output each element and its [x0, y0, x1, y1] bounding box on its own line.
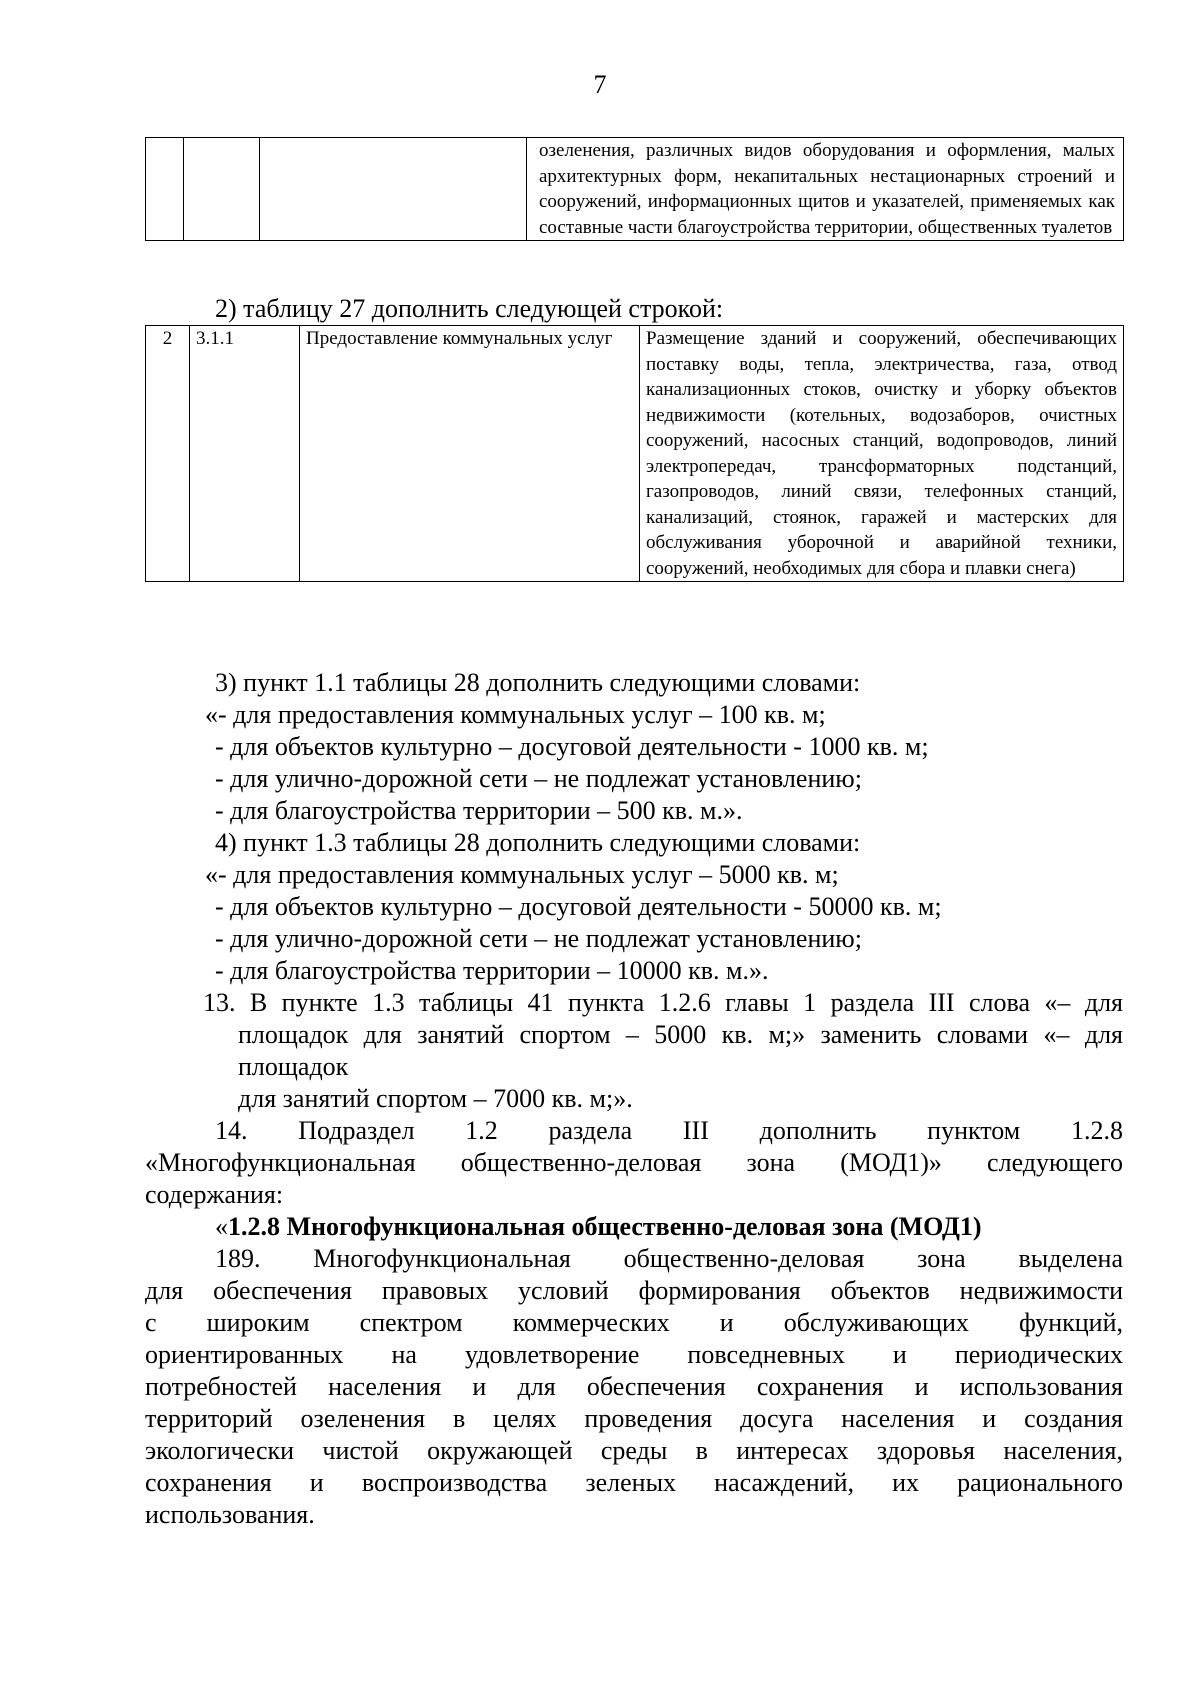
item-13-line: для занятий спортом – 7000 кв. м;». — [238, 1084, 633, 1113]
item-4-line: - для объектов культурно – досуговой деятельности - 50000 кв. м; — [215, 892, 942, 921]
item-3-line: - для благоустройства территории – 500 кв. м.». — [215, 796, 743, 825]
table-cell: Размещение зданий и сооружений, обеспечивающих поставку воды, тепла, электричества, газа, отвод канализационных стоков, очистку и уборку объектов недвижимости (котельных, водозаборов, очистных сооружений, насосных станций, водопроводов, линий электропередач, трансформаторных подстанций, газопроводов, линий связи, телефонных станций, канализаций, стоянок, гаражей и мастерских для обслуживания уборочной и аварийной техники, сооружений, необходимых для сбора и плавки снега) — [640, 326, 1124, 582]
table-cell — [146, 138, 184, 241]
table-cell: Предоставление коммунальных услуг — [300, 326, 640, 582]
table-cell: озеленения, различных видов оборудования и оформления, малых архитектурных форм, некапитальных нестационарных строений и сооружений, информационных щитов и указателей, применяемых как составные части благоустройства территории, общественных туалетов — [527, 138, 1124, 241]
paragraph-189-line: для обеспечения правовых условий формирования объектов недвижимости — [145, 1276, 1123, 1305]
item-4-heading: 4) пункт 1.3 таблицы 28 дополнить следующими словами: — [215, 828, 861, 857]
paragraph-189-line: территорий озеленения в целях проведения досуга населения и создания — [145, 1404, 1123, 1433]
item-3-line: - для улично-дорожной сети – не подлежат установлению; — [215, 764, 862, 793]
paragraph-189-line: сохранения и воспроизводства зеленых насаждений, их рационального — [145, 1468, 1123, 1497]
table-cell — [184, 138, 260, 241]
item-2-text: 2) таблицу 27 дополнить следующей строкой: — [215, 294, 724, 323]
table-cell — [260, 138, 527, 241]
paragraph-189-line: 189. Многофункциональная общественно-деловая зона выделена — [215, 1244, 1123, 1273]
item-3-line: «- для предоставления коммунальных услуг – 100 кв. м; — [205, 700, 826, 729]
opening-quote: « — [215, 1212, 228, 1241]
table-continuation — [145, 137, 1124, 241]
item-4-line: - для благоустройства территории – 10000 кв. м.». — [215, 956, 769, 985]
table-cell: 3.1.1 — [190, 326, 300, 582]
item-13-line: площадок для занятий спортом – 5000 кв. м;» заменить словами «– для — [238, 1020, 1123, 1049]
paragraph-189-line: ориентированных на удовлетворение повседневных и периодических — [145, 1340, 1123, 1369]
paragraph-189-line: с широким спектром коммерческих и обслуживающих функций, — [145, 1308, 1123, 1337]
paragraph-189-line: использования. — [145, 1500, 315, 1529]
table-row — [146, 326, 1124, 582]
paragraph-189-line: экологически чистой окружающей среды в интересах здоровья населения, — [145, 1436, 1123, 1465]
item-14-line: содержания: — [145, 1180, 284, 1209]
item-3-line: - для объектов культурно – досуговой деятельности - 1000 кв. м; — [215, 732, 929, 761]
table-cell: 2 — [146, 326, 190, 582]
item-4-line: - для улично-дорожной сети – не подлежат установлению; — [215, 924, 862, 953]
section-heading-text: 1.2.8 Многофункциональная общественно-деловая зона (МОД1) — [228, 1212, 982, 1241]
table-row — [146, 138, 1124, 241]
item-13-line: площадок — [238, 1052, 349, 1081]
paragraph-189-line: потребностей населения и для обеспечения сохранения и использования — [145, 1372, 1123, 1401]
item-14-line: «Многофункциональная общественно-деловая зона (МОД1)» следующего — [145, 1148, 1123, 1177]
item-14-line: 14. Подраздел 1.2 раздела III дополнить пунктом 1.2.8 — [215, 1116, 1123, 1145]
table-27-row — [145, 325, 1124, 582]
item-4-line: «- для предоставления коммунальных услуг – 5000 кв. м; — [205, 860, 839, 889]
item-13-line: 13. В пункте 1.3 таблицы 41 пункта 1.2.6 главы 1 раздела III слова «– для — [203, 988, 1123, 1017]
section-heading — [215, 1211, 982, 1243]
page-number: 7 — [593, 70, 607, 99]
item-3-heading: 3) пункт 1.1 таблицы 28 дополнить следующими словами: — [215, 668, 861, 697]
